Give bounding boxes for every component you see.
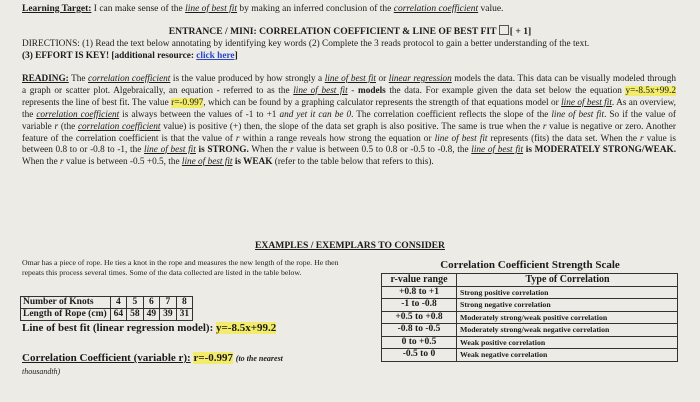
table-cell: 5 xyxy=(127,297,144,309)
knots-data-table xyxy=(20,296,193,321)
reading-term: and yet it can be 0 xyxy=(279,109,352,120)
reading-term: correlation coefficient xyxy=(77,121,161,132)
header-range: r-value range xyxy=(382,274,457,287)
reading-term: models xyxy=(357,85,386,96)
range-cell: +0.8 to +1 xyxy=(382,286,457,299)
type-cell: Moderately strong/weak negative correlation xyxy=(457,324,678,337)
correlation-coefficient-row xyxy=(22,352,283,364)
reading-text: . So if the value of variable xyxy=(22,109,676,132)
reading-text: is always between the values of -1 to +1 xyxy=(119,109,280,120)
row-label-length: Length of Rope (cm) xyxy=(21,309,111,321)
row-label-knots: Number of Knots xyxy=(21,297,111,309)
reading-text: . As an overview, the xyxy=(22,97,676,120)
reading-term: correlation coefficient xyxy=(88,74,171,84)
table-row xyxy=(382,299,678,312)
reading-term: line of best fit xyxy=(561,97,612,108)
cc-value: r=-0.997 xyxy=(193,352,234,364)
reading-text: (refer to the table below that refers to this). xyxy=(272,157,434,168)
resource-label: [additional resource: xyxy=(111,51,197,61)
examples-title: EXAMPLES / EXEMPLARS TO CONSIDER xyxy=(255,240,445,251)
reading-text: value) is positive (+) then, the slope of the data set graph is also positive. The same is true when the xyxy=(160,121,543,132)
section-title-entrance xyxy=(0,25,700,37)
learning-target xyxy=(22,3,692,15)
reading-text: or xyxy=(375,74,389,84)
learning-target-text: value. xyxy=(478,4,504,14)
reading-text: . The correlation coefficient reflects the slope of the xyxy=(351,109,552,120)
reading-text: value is between 0.8 to or -0.8 to -1, the xyxy=(22,133,676,156)
reading-term: line of best fit xyxy=(434,133,488,144)
term-line-of-best-fit: line of best fit xyxy=(185,4,238,14)
directions-line-1: DIRECTIONS: (1) Read the text below annotating by identifying key words (2) Complete the 3 reads protocol to gain a better understanding of the text. xyxy=(22,39,590,49)
reading-text: within a range reveals how strong the equation or xyxy=(239,133,435,144)
table-row xyxy=(382,349,678,362)
reading-term: line of best fit xyxy=(551,109,605,120)
resource-bracket: ] xyxy=(234,51,238,61)
table-row xyxy=(382,336,678,349)
table-cell: 49 xyxy=(143,309,160,321)
table-row xyxy=(382,311,678,324)
type-cell: Strong negative correlation xyxy=(457,299,678,312)
learning-target-text: I can make sense of the xyxy=(91,4,186,14)
type-cell: Strong positive correlation xyxy=(457,286,678,299)
highlighted-r-value: r=-0.997 xyxy=(171,97,204,108)
reading-term: line of best fit xyxy=(181,157,233,168)
reading-term: line of best fit xyxy=(471,145,524,156)
reading-text: represents the line of best fit. The value xyxy=(22,97,172,108)
cc-label: Correlation Coefficient (variable r): xyxy=(22,352,191,364)
reading-label: READING: xyxy=(22,74,69,84)
lbf-label: Line of best fit (linear regression model): xyxy=(22,322,214,334)
reading-strong: is MODERATELY STRONG/WEAK. xyxy=(523,145,677,156)
reading-term: line of best fit xyxy=(293,85,348,96)
learning-target-label: Learning Target: xyxy=(22,4,92,14)
range-cell: +0.5 to +0.8 xyxy=(382,311,457,324)
table-header-row xyxy=(382,274,678,287)
reading-text: When the xyxy=(248,145,291,156)
reading-term: correlation coefficient xyxy=(36,109,120,120)
table-row xyxy=(21,309,193,321)
reading-text: When the xyxy=(22,157,61,168)
type-cell: Weak positive correlation xyxy=(457,336,678,349)
click-here-link[interactable]: click here xyxy=(196,51,235,61)
reading-strong: is WEAK xyxy=(232,157,273,168)
term-correlation-coefficient: correlation coefficient xyxy=(393,4,479,14)
line-of-best-fit-row xyxy=(22,322,276,334)
reading-term: r xyxy=(542,121,547,132)
header-type: Type of Correlation xyxy=(457,274,678,287)
reading-term: r xyxy=(60,157,64,168)
reading-text: value is between 0.5 to 0.8 or -0.5 to -0.8, the xyxy=(293,145,472,156)
cc-note: (to the nearest xyxy=(235,354,283,363)
reading-text: The xyxy=(68,74,89,84)
entrance-title-text: ENTRANCE / MINI: CORRELATION COEFFICIENT & LINE OF BEST FIT xyxy=(168,26,497,37)
reading-text: is the value produced by how strongly a xyxy=(170,74,325,84)
table-cell: 58 xyxy=(127,309,144,321)
range-cell: -0.5 to 0 xyxy=(382,349,457,362)
reading-term: r xyxy=(290,145,294,156)
range-cell: -0.8 to -0.5 xyxy=(382,324,457,337)
effort-text: (3) EFFORT IS KEY! xyxy=(22,51,112,61)
lbf-equation: y=-8.5x+99.2 xyxy=(216,322,277,334)
table-cell: 64 xyxy=(110,309,127,321)
omar-problem-text: Omar has a piece of rope. He ties a knot in the rope and measures the new length of the rope. He then repeats this process several times. Some of the data collected are listed in the table below. xyxy=(22,258,339,277)
directions xyxy=(22,38,682,62)
table-cell: 4 xyxy=(110,297,127,309)
table-cell: 31 xyxy=(176,309,193,321)
reading-term: r xyxy=(640,133,644,144)
table-row xyxy=(382,286,678,299)
table-cell: 39 xyxy=(160,309,177,321)
reading-text: value is negative or zero. Another feature of the correlation coefficient is that the value of xyxy=(22,121,676,144)
reading-term: linear regression xyxy=(388,74,452,84)
reading-term: line of best fit xyxy=(324,74,376,84)
reading-paragraph xyxy=(22,74,676,169)
strength-scale-table xyxy=(381,273,678,362)
strength-scale-title: Correlation Coefficient Strength Scale xyxy=(440,259,620,271)
reading-text: value is between -0.5 +0.5, the xyxy=(63,157,182,168)
table-row xyxy=(382,324,678,337)
reading-text: - xyxy=(347,85,358,96)
learning-target-text: by making an inferred conclusion of the xyxy=(237,4,394,14)
cc-note-continued: thousandth) xyxy=(22,367,61,376)
reading-text: (the xyxy=(58,121,78,132)
reading-term: r xyxy=(54,121,59,132)
reading-term: r xyxy=(235,133,240,144)
table-row xyxy=(21,297,193,309)
reading-text: models the data. This data can be visually modeled through a graph or scatter plot. Algebraically, an equation - referred to as the xyxy=(22,74,676,96)
reading-text: the data. For example given the data set below the equation xyxy=(385,85,626,96)
table-cell: 6 xyxy=(143,297,160,309)
points-badge: [ + 1] xyxy=(509,26,532,37)
type-cell: Weak negative correlation xyxy=(457,349,678,362)
table-cell: 8 xyxy=(176,297,193,309)
reading-strong: is STRONG. xyxy=(195,145,249,156)
table-cell: 7 xyxy=(160,297,177,309)
reading-text: represents (fits) the data set. When the xyxy=(487,133,641,144)
range-cell: -1 to -0.8 xyxy=(382,299,457,312)
checkbox-icon[interactable] xyxy=(499,26,510,37)
range-cell: 0 to +0.5 xyxy=(382,336,457,349)
reading-term: line of best fit xyxy=(144,145,196,156)
reading-text: , which can be found by a graphing calculator represents the strength of that equations model or xyxy=(203,97,562,108)
type-cell: Moderately strong/weak positive correlation xyxy=(457,311,678,324)
highlighted-equation: y=-8.5x+99.2 xyxy=(625,85,676,96)
